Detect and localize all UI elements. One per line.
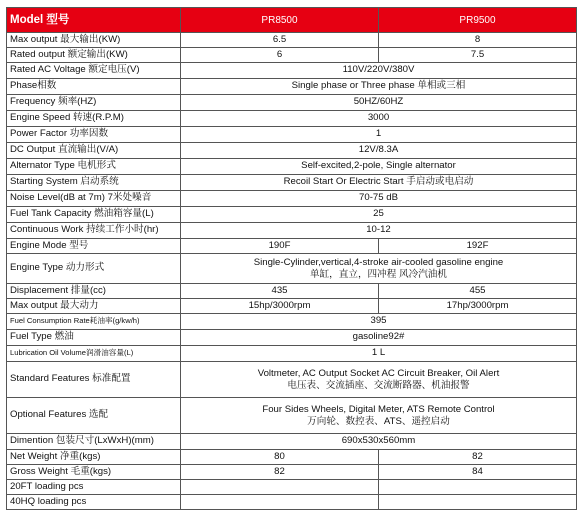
shared-value: 110V/220V/380V — [181, 63, 577, 79]
shared-value: Single phase or Three phase 单相或三相 — [181, 79, 577, 95]
row-label: Power Factor 功率因数 — [7, 127, 181, 143]
shared-value: 10-12 — [181, 223, 577, 239]
table-row — [7, 111, 577, 127]
pr8500-value — [181, 480, 379, 495]
pr8500-value: 190F — [181, 239, 379, 254]
value-line-en: Single-Cylinder,vertical,4-stroke air-cooled gasoline engine — [253, 256, 504, 268]
table-row — [7, 63, 577, 79]
table-row — [7, 207, 577, 223]
row-label: Noise Level(dB at 7m) 7米处噪音 — [7, 191, 181, 207]
shared-value: 690x530x560mm — [181, 434, 577, 450]
row-label: 40HQ loading pcs — [7, 495, 181, 510]
shared-value: Self-excited,2-pole, Single alternator — [181, 159, 577, 175]
table-row — [7, 314, 577, 330]
shared-value: 1 — [181, 127, 577, 143]
pr9500-value: 17hp/3000rpm — [379, 299, 577, 314]
table-row — [7, 159, 577, 175]
header-row — [7, 8, 577, 33]
row-label: Frequency 频率(HZ) — [7, 95, 181, 111]
table-row — [7, 495, 577, 510]
shared-value: 50HZ/60HZ — [181, 95, 577, 111]
shared-value: 3000 — [181, 111, 577, 127]
table-row — [7, 480, 577, 495]
pr9500-value — [379, 495, 577, 510]
row-label: Max output 最大输出(KW) — [7, 33, 181, 48]
pr8500-value: 15hp/3000rpm — [181, 299, 379, 314]
value-line-cn: 万向轮、数控表、ATS、遥控启动 — [307, 415, 450, 427]
pr9500-value: 455 — [379, 284, 577, 299]
row-label: Fuel Consumption Rate耗油率(g/kw/h) — [7, 314, 181, 330]
pr8500-value: 435 — [181, 284, 379, 299]
row-label: Net Weight 净重(kgs) — [7, 450, 181, 465]
table-row — [7, 48, 577, 63]
row-label: Engine Speed 转速(R.P.M) — [7, 111, 181, 127]
table-row — [7, 175, 577, 191]
row-label: Starting System 启动系统 — [7, 175, 181, 191]
row-label: Alternator Type 电机形式 — [7, 159, 181, 175]
value-line-cn: 单缸，直立，四冲程 风冷汽油机 — [310, 268, 447, 280]
shared-value: 395 — [181, 314, 577, 330]
row-label: Max output 最大动力 — [7, 299, 181, 314]
header-pr9500: PR9500 — [379, 8, 577, 33]
value-line-en: Voltmeter, AC Output Socket AC Circuit Breaker, Oil Alert — [257, 367, 500, 379]
pr8500-value: 80 — [181, 450, 379, 465]
table-row — [7, 450, 577, 465]
pr9500-value: 84 — [379, 465, 577, 480]
table-row — [7, 330, 577, 346]
table-row — [7, 143, 577, 159]
row-label: DC Output 直流输出(V/A) — [7, 143, 181, 159]
table-row — [7, 346, 577, 362]
value-line-en: Four Sides Wheels, Digital Meter, ATS Remote Control — [262, 403, 495, 415]
row-label: Standard Features 标准配置 — [7, 362, 181, 398]
shared-value: 12V/8.3A — [181, 143, 577, 159]
shared-value: 25 — [181, 207, 577, 223]
row-label: Engine Type 动力形式 — [7, 254, 181, 284]
shared-value: Recoil Start Or Electric Start 手启动或电启动 — [181, 175, 577, 191]
row-label: Rated AC Voltage 额定电压(V) — [7, 63, 181, 79]
table-row — [7, 465, 577, 480]
header-model: Model 型号 — [7, 8, 181, 33]
row-label: Displacement 排量(cc) — [7, 284, 181, 299]
table-row — [7, 434, 577, 450]
pr9500-value: 7.5 — [379, 48, 577, 63]
pr8500-value — [181, 495, 379, 510]
row-label: Rated output 额定输出(KW) — [7, 48, 181, 63]
row-label: Engine Mode 型号 — [7, 239, 181, 254]
spec-sheet — [6, 7, 576, 510]
shared-value: 1 L — [181, 346, 577, 362]
pr9500-value — [379, 480, 577, 495]
row-label: Fuel Type 燃油 — [7, 330, 181, 346]
shared-value — [181, 254, 577, 284]
pr8500-value: 82 — [181, 465, 379, 480]
row-label: Dimention 包装尺寸(LxWxH)(mm) — [7, 434, 181, 450]
row-label: 20FT loading pcs — [7, 480, 181, 495]
pr9500-value: 82 — [379, 450, 577, 465]
table-row — [7, 284, 577, 299]
row-label: Phase相数 — [7, 79, 181, 95]
table-row — [7, 33, 577, 48]
table-row — [7, 79, 577, 95]
table-row — [7, 191, 577, 207]
table-row — [7, 254, 577, 284]
table-row — [7, 127, 577, 143]
shared-value: 70-75 dB — [181, 191, 577, 207]
row-label: Lubrication Oil Volume润滑油容量(L) — [7, 346, 181, 362]
row-label: Fuel Tank Capacity 燃油箱容量(L) — [7, 207, 181, 223]
row-label: Continuous Work 持续工作小时(hr) — [7, 223, 181, 239]
table-row — [7, 95, 577, 111]
table-row — [7, 223, 577, 239]
shared-value: gasoline92# — [181, 330, 577, 346]
table-row — [7, 239, 577, 254]
pr9500-value: 8 — [379, 33, 577, 48]
shared-value — [181, 398, 577, 434]
value-line-cn: 电压表、交流插座、交流断路器、机油报警 — [287, 379, 470, 391]
table-row — [7, 299, 577, 314]
row-label: Optional Features 选配 — [7, 398, 181, 434]
spec-table — [6, 7, 577, 510]
pr8500-value: 6.5 — [181, 33, 379, 48]
table-row — [7, 398, 577, 434]
shared-value — [181, 362, 577, 398]
pr8500-value: 6 — [181, 48, 379, 63]
header-pr8500: PR8500 — [181, 8, 379, 33]
pr9500-value: 192F — [379, 239, 577, 254]
row-label: Gross Weight 毛重(kgs) — [7, 465, 181, 480]
table-row — [7, 362, 577, 398]
